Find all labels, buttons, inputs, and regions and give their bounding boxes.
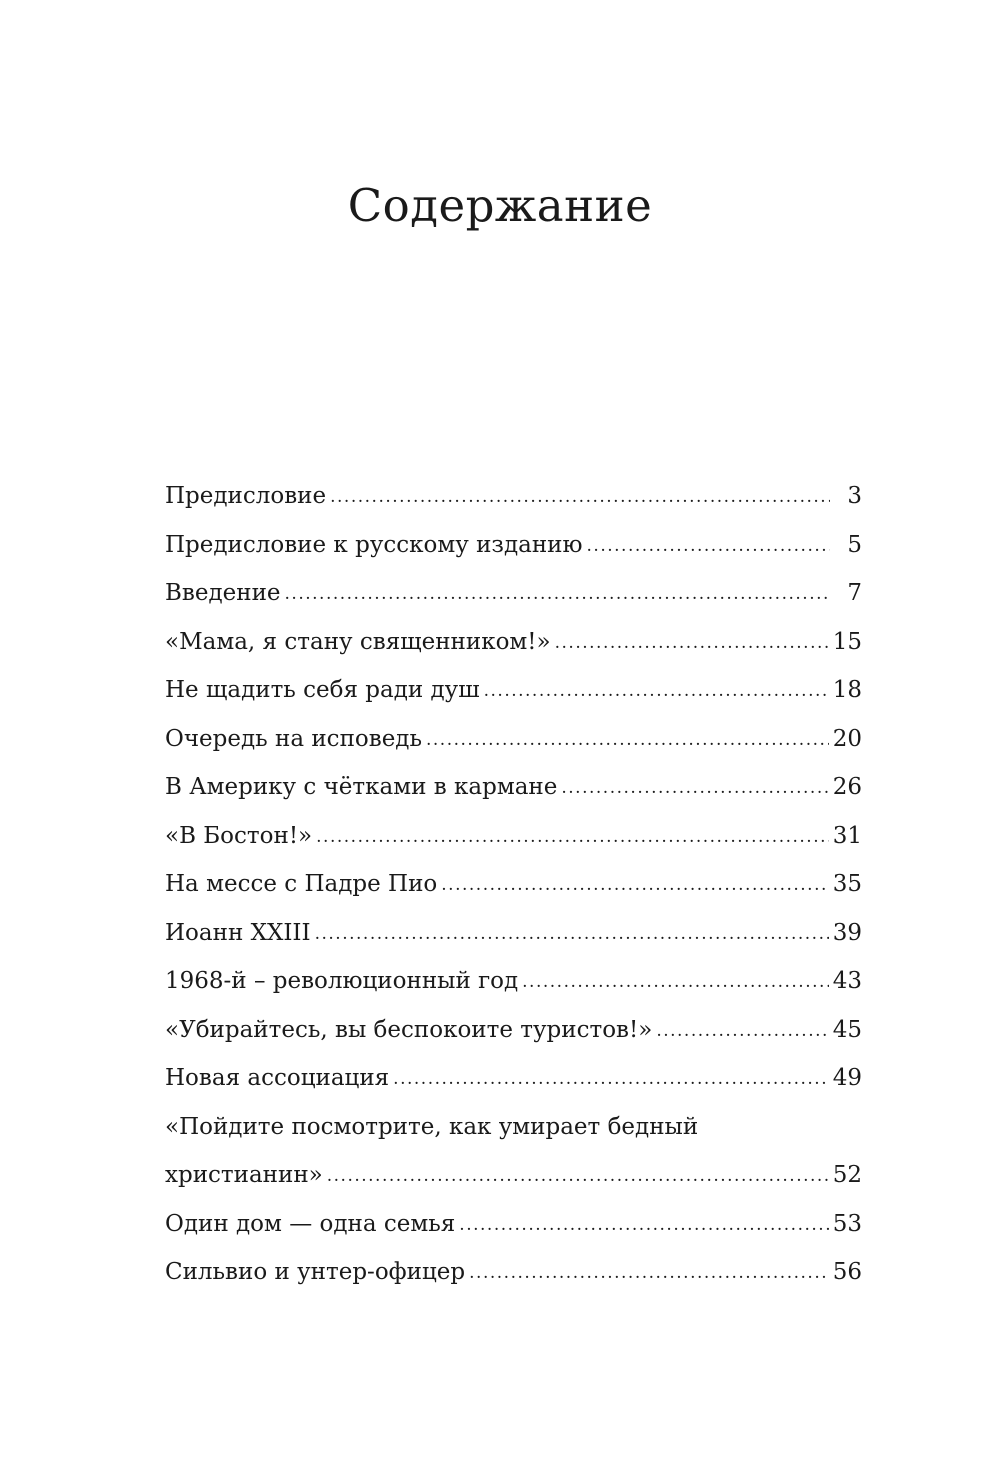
toc-entry-page: 18 xyxy=(832,677,862,703)
toc-dot-leader xyxy=(441,859,828,910)
toc-entry xyxy=(165,909,862,958)
toc-entry-title: Иоанн XXIII xyxy=(165,919,311,946)
toc-entry xyxy=(165,715,862,764)
toc-entry-title: «В Бостон!» xyxy=(165,822,313,849)
toc-entry-page: 7 xyxy=(847,580,862,606)
toc-entry-page: 39 xyxy=(832,919,862,946)
toc-entry-title: Новая ассоциация xyxy=(165,1065,390,1091)
toc-dot-leader xyxy=(469,1247,829,1298)
toc-entry-page: 5 xyxy=(847,531,862,558)
toc-entry-page: 43 xyxy=(832,968,862,994)
toc-dot-leader xyxy=(330,471,830,522)
toc-entry xyxy=(165,1006,862,1055)
toc-entry xyxy=(165,618,862,667)
toc-entry-page: 26 xyxy=(832,774,862,800)
page-title: Содержание xyxy=(347,179,653,232)
toc-entry xyxy=(165,957,862,1006)
toc-entry-title-line1: «Пойдите посмотрите, как умирает бедный xyxy=(165,1113,699,1140)
toc-entry xyxy=(165,666,862,715)
toc-dot-leader xyxy=(393,1053,829,1104)
toc-entry-line2 xyxy=(165,1151,862,1200)
toc-entry xyxy=(165,1054,862,1103)
toc-entry-page: 31 xyxy=(832,822,862,849)
toc-dot-leader xyxy=(327,1150,829,1201)
toc-entry-page: 15 xyxy=(832,628,862,655)
toc-dot-leader xyxy=(459,1199,828,1250)
toc-entry xyxy=(165,569,862,618)
toc-dot-leader xyxy=(522,956,829,1007)
toc-dot-leader xyxy=(285,568,830,619)
toc-entry-title: Не щадить себя ради душ xyxy=(165,677,480,703)
toc-dot-leader xyxy=(656,1005,828,1056)
toc-entry-page: 35 xyxy=(832,871,862,897)
toc-entry-title: В Америку с чётками в кармане xyxy=(165,774,558,800)
toc-entry-page: 20 xyxy=(832,725,862,752)
toc-entry-title: «Убирайтесь, вы беспокоите туристов!» xyxy=(165,1016,653,1043)
toc-entry-title-line2: христианин» xyxy=(165,1162,323,1188)
toc-dot-leader xyxy=(555,617,829,668)
toc-entry xyxy=(165,812,862,861)
toc-entry-title: 1968-й – революционный год xyxy=(165,968,519,994)
toc-dot-leader xyxy=(316,811,829,862)
toc-entry-title: Очередь на исповедь xyxy=(165,725,422,752)
toc-dot-leader xyxy=(426,714,829,765)
toc-entry-title: «Мама, я стану священником!» xyxy=(165,628,551,655)
toc-entry-page: 53 xyxy=(832,1210,862,1237)
toc-entry-page: 49 xyxy=(832,1065,862,1091)
toc-dot-leader xyxy=(561,762,828,813)
toc-entry-title: Предисловие xyxy=(165,483,327,509)
toc-entry-title: Введение xyxy=(165,580,281,606)
toc-entry-page: 56 xyxy=(832,1259,862,1285)
toc-entry xyxy=(165,521,862,570)
toc-entry-title: На мессе с Падре Пио xyxy=(165,871,438,897)
toc-entry xyxy=(165,860,862,909)
toc-entry xyxy=(165,472,862,521)
toc-entry-title: Сильвио и унтер-офицер xyxy=(165,1259,466,1285)
toc-entry-page: 45 xyxy=(832,1016,862,1043)
toc-entry-title: Предисловие к русскому изданию xyxy=(165,531,583,558)
toc-dot-leader xyxy=(484,665,829,716)
toc-entry xyxy=(165,1103,862,1200)
toc-dot-leader xyxy=(587,520,830,571)
toc-entry xyxy=(165,1200,862,1249)
toc-entry-page: 52 xyxy=(832,1162,862,1188)
toc-dot-leader xyxy=(315,908,829,959)
toc-entry xyxy=(165,763,862,812)
table-of-contents xyxy=(165,472,862,1297)
toc-entry-title: Один дом — одна семья xyxy=(165,1210,456,1237)
toc-entry-page: 3 xyxy=(847,483,862,509)
toc-entry xyxy=(165,1248,862,1297)
